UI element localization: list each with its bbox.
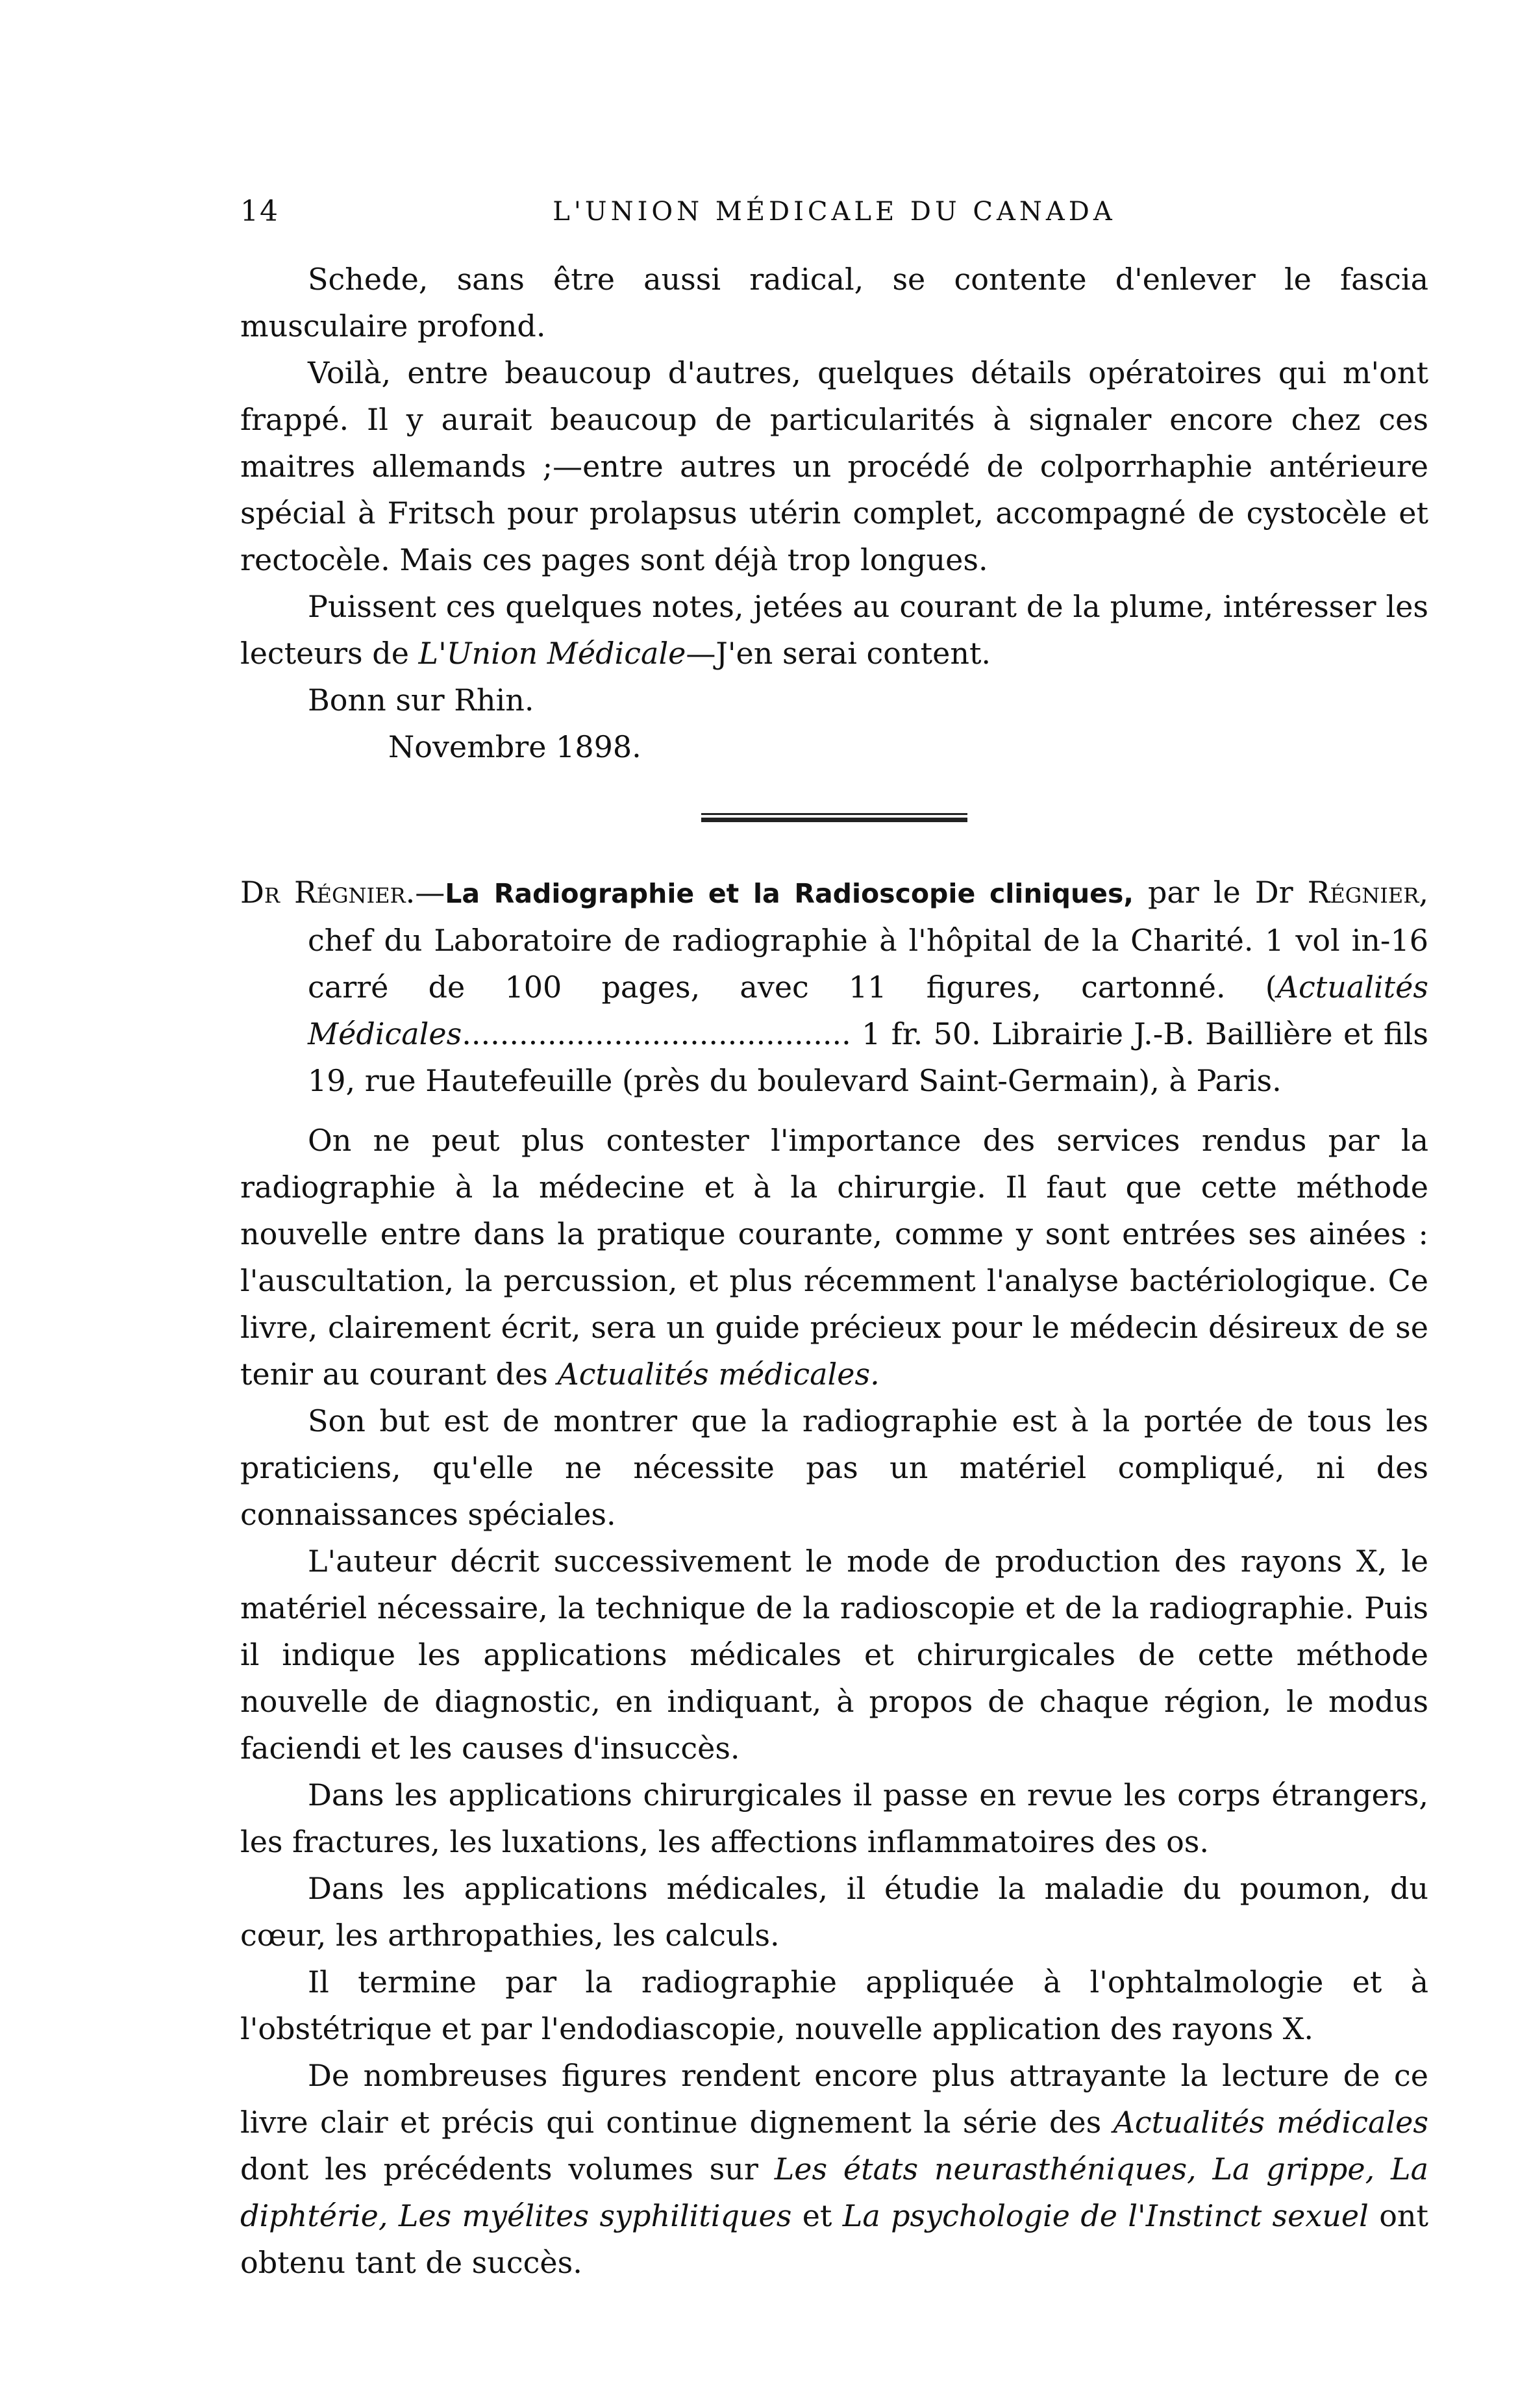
- page: [240, 188, 1428, 2286]
- review-paragraph-1: [240, 1117, 1428, 1398]
- paragraph-text: De nombreuses figures rendent encore plus attrayante la lecture de ce livre clair et précis qui continue dignement la série des: [240, 2058, 1428, 2140]
- book-series: Actualités Médicales: [308, 970, 1428, 1051]
- book-price: ......................................... 1 fr. 50.: [462, 1016, 981, 1051]
- page-header: [240, 188, 1428, 234]
- book-author-2: Régnier: [1307, 875, 1419, 910]
- volume-titles: Les états neurasthéniques, La grippe, La diphtérie, Les myélites syphilitiques: [240, 2151, 1429, 2233]
- book-title: La Radiographie et la Radioscopie cliniques,: [445, 878, 1134, 909]
- review-paragraph-7: [240, 2052, 1428, 2286]
- book-publisher: Librairie J.-B. Baillière et fils 19, rue Hautefeuille (près du boulevard Saint-Germain), à Paris.: [308, 1016, 1428, 1098]
- series-name: Actualités médicales.: [557, 1357, 880, 1392]
- book-text: par le Dr: [1133, 875, 1308, 910]
- paragraph-text: On ne peut plus contester l'importance des services rendus par la radiographie à la médecine et à la chirurgie. Il faut que cette méthode nouvelle entre dans la pratique courante, comme y sont entrées ses ainées : l'auscultation, la percussion, et plus récemment l'analyse bactériologique. Ce livre, clairement écrit, sera un guide précieux pour le médecin désireux de se tenir au courant des: [240, 1123, 1428, 1392]
- signature-place: Bonn sur Rhin.: [308, 683, 534, 718]
- paragraph-text: et: [791, 2198, 843, 2233]
- paragraph-text: —J'en serai content.: [686, 636, 991, 671]
- article-paragraph-1: Schede, sans être aussi radical, se contente d'enlever le fascia musculaire profond.: [240, 262, 1428, 344]
- review-paragraph-4: Dans les applications chirurgicales il passe en revue les corps étrangers, les fractures, les luxations, les affections inflammatoires des os.: [240, 1777, 1428, 1859]
- book-notice: Dr Régnier.—La Radiographie et la Radioscopie cliniques, par le Dr Régnier, chef du Laboratoire de radiographie à l'hôpital de la Charité. 1 vol in-16 carré de 100 pages, avec 11 figures, cartonné. (Actualités Médicales......................................... 1 fr. 50. Librairie J.-B. Baillière et fils 19, rue Hautefeuille (près du boulevard Saint-Germain), à Paris.: [240, 875, 1428, 1098]
- section-divider: [701, 813, 967, 822]
- page-number: 14: [240, 195, 279, 228]
- paragraph-text: Puissent ces quelques notes, jetées au courant de la plume, intéresser les lecteurs de: [240, 589, 1428, 671]
- journal-name: L'Union Médicale: [418, 636, 686, 671]
- book-text: , chef du Laboratoire de radiographie à l'hôpital de la Charité. 1 vol in-16 carré de 100 pages, avec 11 figures, cartonné. (: [308, 875, 1428, 1005]
- book-author: Dr Régnier.: [240, 875, 416, 910]
- review-paragraph-3: L'auteur décrit successivement le mode de production des rayons X, le matériel nécessaire, la technique de la radioscopie et de la radiographie. Puis il indique les applications médicales et chirurgicales de cette méthode nouvelle de diagnostic, en indiquant, à propos de chaque région, le modus faciendi et les causes d'insuccès.: [240, 1544, 1428, 1766]
- article-paragraph-2: Voilà, entre beaucoup d'autres, quelques détails opératoires qui m'ont frappé. Il y aurait beaucoup de particularités à signaler encore chez ces maitres allemands ;—entre autres un procédé de colporrhaphie antérieure spécial à Fritsch pour prolapsus utérin complet, accompagné de cystocèle et rectocèle. Mais ces pages sont déjà trop longues.: [240, 355, 1428, 577]
- paragraph-text: dont les précédents volumes sur: [240, 2151, 775, 2187]
- paragraph-text: ont obtenu tant de succès.: [240, 2198, 1429, 2280]
- article-paragraph-3: [240, 583, 1428, 677]
- series-name: Actualités médicales: [1113, 2105, 1428, 2140]
- review-paragraph-2: Son but est de montrer que la radiographie est à la portée de tous les praticiens, qu'elle ne nécessite pas un matériel compliqué, ni des connaissances spéciales.: [240, 1403, 1428, 1532]
- review-paragraph-6: Il termine par la radiographie appliquée à l'ophtalmologie et à l'obstétrique et par l'endodiascopie, nouvelle application des rayons X.: [240, 1964, 1428, 2046]
- book-review: [240, 1117, 1428, 2286]
- volume-title: La psychologie de l'Instinct sexuel: [842, 2198, 1369, 2233]
- review-paragraph-5: Dans les applications médicales, il étudie la maladie du poumon, du cœur, les arthropathies, les calculs.: [240, 1871, 1428, 1953]
- signature-date: Novembre 1898.: [388, 729, 641, 764]
- running-title: L'UNION MÉDICALE DU CANADA: [553, 197, 1116, 227]
